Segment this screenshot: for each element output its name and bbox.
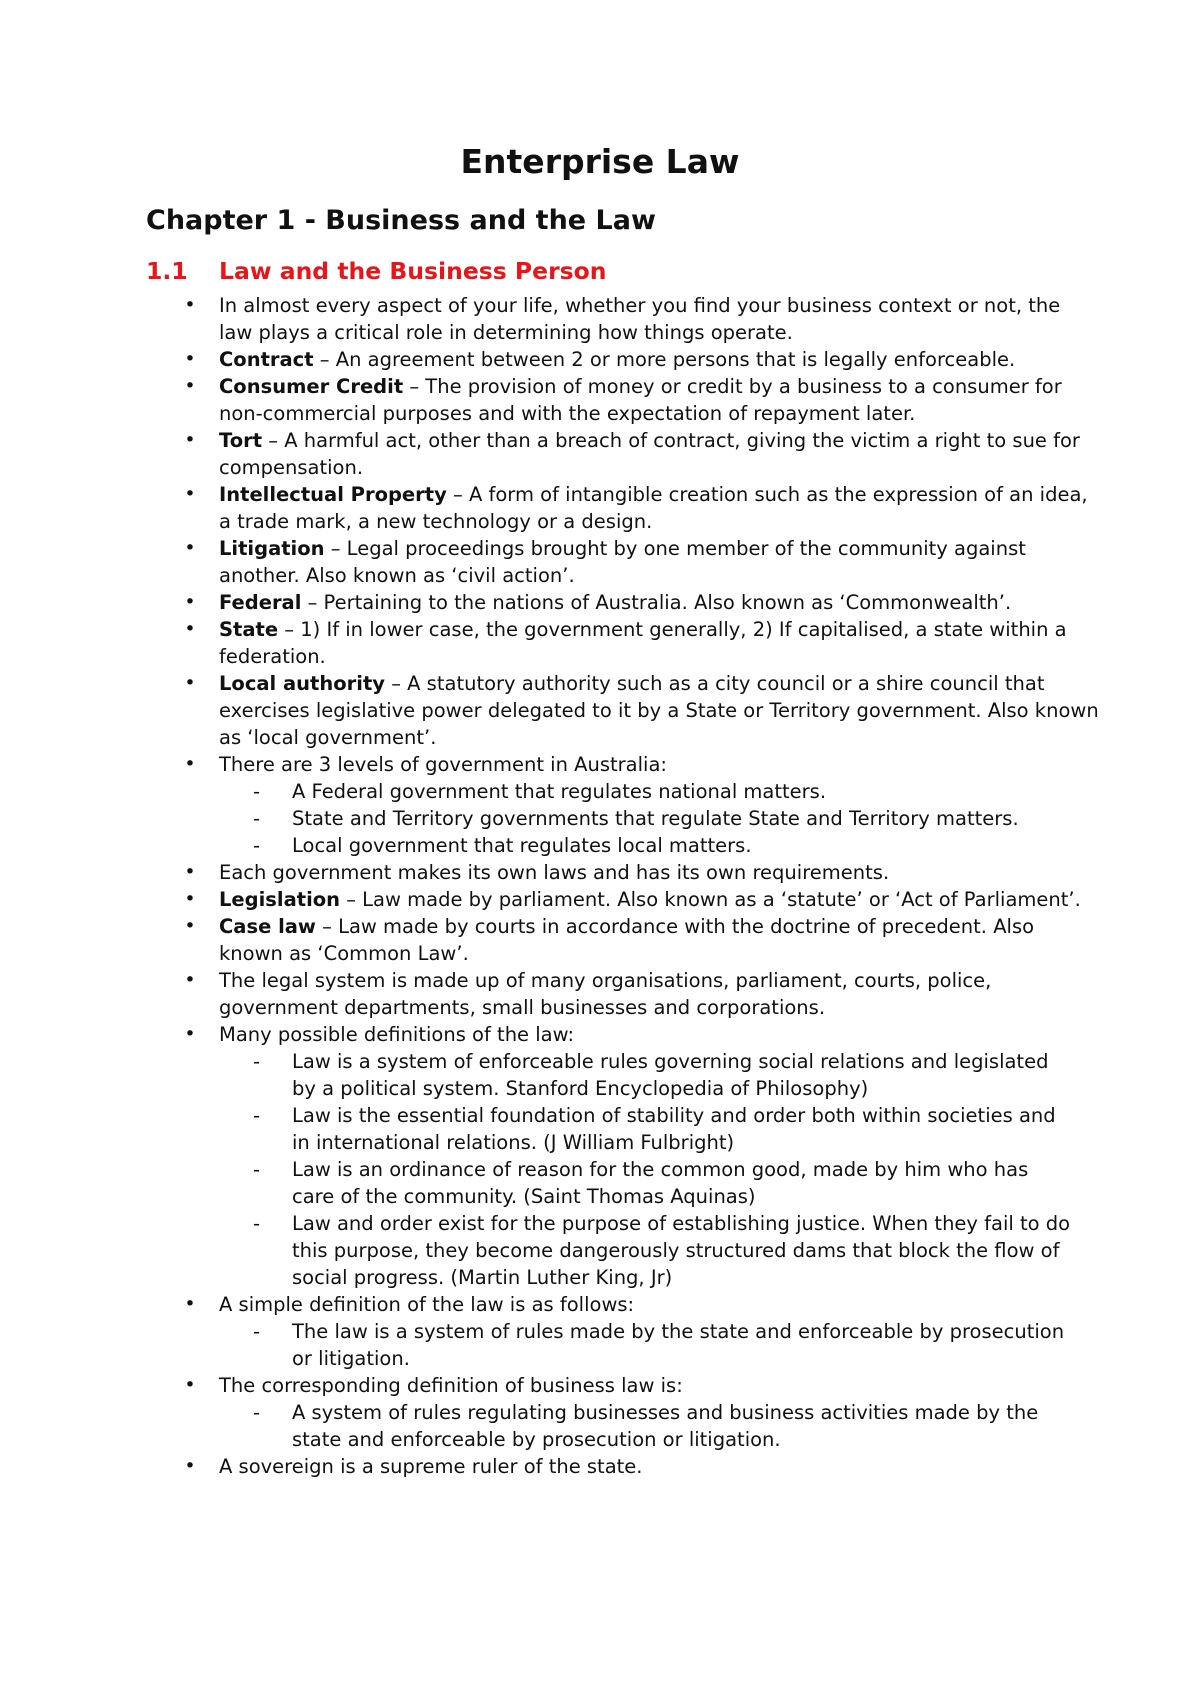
sub-list-item <box>0 1048 1072 1102</box>
list-item-text: – An agreement between 2 or more persons that is legally enforceable. <box>313 348 1016 371</box>
bullet-icon: • <box>184 888 196 910</box>
definition-term: Legislation <box>219 888 341 911</box>
list-item <box>0 373 1099 427</box>
bullet-icon: • <box>184 915 196 937</box>
list-item-text: In almost every aspect of your life, whether you find your business context or not, the law plays a critical role in determining how things operate. <box>219 294 1061 344</box>
definition-term: Local authority <box>219 672 385 695</box>
list-item <box>0 1453 1099 1480</box>
list-item-text: The legal system is made up of many organisations, parliament, courts, police, government departments, small businesses and corporations. <box>219 969 992 1019</box>
sub-list-item <box>0 778 1072 805</box>
list-item <box>0 589 1099 616</box>
list-item <box>0 616 1099 670</box>
dash-icon: - <box>253 807 261 830</box>
list-item <box>0 292 1099 346</box>
definition-term: State <box>219 618 279 641</box>
definition-term: Case law <box>219 915 316 938</box>
sub-list-item <box>0 1156 1072 1210</box>
sub-list-item-text: Law and order exist for the purpose of establishing justice. When they fail to do this purpose, they become dangerously structured dams that block the flow of social progress. (Martin Luther King, Jr) <box>292 1212 1071 1289</box>
bullet-icon: • <box>184 672 196 694</box>
sub-list-item-text: Law is an ordinance of reason for the common good, made by him who has care of the community. (Saint Thomas Aquinas) <box>292 1158 1029 1208</box>
list-item-text: – 1) If in lower case, the government generally, 2) If capitalised, a state within a federation. <box>219 618 1067 668</box>
section-number: 1.1 <box>146 257 188 285</box>
list-item <box>0 751 1099 778</box>
definition-term: Intellectual Property <box>219 483 447 506</box>
dash-icon: - <box>253 1158 261 1181</box>
dash-icon: - <box>253 834 261 857</box>
list-item <box>0 967 1099 1021</box>
sub-list-item <box>0 832 1072 859</box>
sub-list-item-text: A system of rules regulating businesses and business activities made by the state and enforceable by prosecution or litigation. <box>292 1401 1039 1451</box>
dash-icon: - <box>253 1401 261 1424</box>
bullet-icon: • <box>184 1023 196 1045</box>
list-item <box>0 913 1099 967</box>
sub-list-item-text: Local government that regulates local matters. <box>292 834 752 857</box>
sub-list-item-text: Law is the essential foundation of stability and order both within societies and in international relations. (J William Fulbright) <box>292 1104 1056 1154</box>
sub-list-item-text: A Federal government that regulates national matters. <box>292 780 827 803</box>
definition-term: Tort <box>219 429 263 452</box>
list-item-text: Each government makes its own laws and has its own requirements. <box>219 861 890 884</box>
list-item-text: Many possible definitions of the law: <box>219 1023 575 1046</box>
bullet-icon: • <box>184 1374 196 1396</box>
list-item-text: There are 3 levels of government in Australia: <box>219 753 667 776</box>
sub-list-item-text: The law is a system of rules made by the state and enforceable by prosecution or litigation. <box>292 1320 1065 1370</box>
bullet-icon: • <box>184 537 196 559</box>
section-heading <box>146 256 607 286</box>
list-item-text: A simple definition of the law is as follows: <box>219 1293 635 1316</box>
bullet-icon: • <box>184 753 196 775</box>
definition-term: Consumer Credit <box>219 375 404 398</box>
bullet-icon: • <box>184 1455 196 1477</box>
dash-icon: - <box>253 1212 261 1235</box>
bullet-icon: • <box>184 294 196 316</box>
list-item-text: – Legal proceedings brought by one member of the community against another. Also known as ‘civil action’. <box>219 537 1026 587</box>
list-item <box>0 1372 1099 1399</box>
list-item-text: – A statutory authority such as a city council or a shire council that exercises legislative power delegated to it by a State or Territory government. Also known as ‘local government’. <box>219 672 1099 749</box>
bullet-icon: • <box>184 429 196 451</box>
list-item-text: The corresponding definition of business law is: <box>219 1374 683 1397</box>
definition-term: Contract <box>219 348 314 371</box>
list-item <box>0 1021 1099 1048</box>
list-item-text: A sovereign is a supreme ruler of the state. <box>219 1455 643 1478</box>
sub-list-item-text: Law is a system of enforceable rules governing social relations and legislated by a political system. Stanford Encyclopedia of Philosophy) <box>292 1050 1049 1100</box>
list-item-text: – Law made by courts in accordance with the doctrine of precedent. Also known as ‘Common Law’. <box>219 915 1035 965</box>
bullet-icon: • <box>184 375 196 397</box>
dash-icon: - <box>253 1320 261 1343</box>
list-item <box>0 535 1099 589</box>
list-item <box>0 670 1099 751</box>
list-item-text: – Pertaining to the nations of Australia. Also known as ‘Commonwealth’. <box>301 591 1012 614</box>
bullet-list <box>0 292 1200 1480</box>
sub-list-item <box>0 1318 1072 1372</box>
list-item <box>0 1291 1099 1318</box>
list-item <box>0 427 1099 481</box>
list-item-text: – The provision of money or credit by a business to a consumer for non-commercial purposes and with the expectation of repayment later. <box>219 375 1062 425</box>
definition-term: Federal <box>219 591 302 614</box>
definition-term: Litigation <box>219 537 325 560</box>
dash-icon: - <box>253 1104 261 1127</box>
bullet-icon: • <box>184 591 196 613</box>
sub-list-item-text: State and Territory governments that regulate State and Territory matters. <box>292 807 1019 830</box>
dash-icon: - <box>253 780 261 803</box>
list-item-text: – Law made by parliament. Also known as a ‘statute’ or ‘Act of Parliament’. <box>340 888 1081 911</box>
list-item <box>0 859 1099 886</box>
section-title: Law and the Business Person <box>219 257 607 285</box>
document-title: Enterprise Law <box>460 142 740 181</box>
chapter-title: Chapter 1 - Business and the Law <box>146 205 656 236</box>
list-item <box>0 346 1099 373</box>
sub-list-item <box>0 1210 1072 1291</box>
bullet-icon: • <box>184 861 196 883</box>
bullet-icon: • <box>184 618 196 640</box>
list-item-text: – A form of intangible creation such as the expression of an idea, a trade mark, a new technology or a design. <box>219 483 1088 533</box>
sub-list-item <box>0 1399 1072 1453</box>
bullet-icon: • <box>184 483 196 505</box>
sub-list-item <box>0 1102 1072 1156</box>
list-item <box>0 481 1099 535</box>
list-item <box>0 886 1099 913</box>
list-item-text: – A harmful act, other than a breach of contract, giving the victim a right to sue for compensation. <box>219 429 1080 479</box>
bullet-icon: • <box>184 348 196 370</box>
sub-list-item <box>0 805 1072 832</box>
bullet-icon: • <box>184 969 196 991</box>
dash-icon: - <box>253 1050 261 1073</box>
bullet-icon: • <box>184 1293 196 1315</box>
